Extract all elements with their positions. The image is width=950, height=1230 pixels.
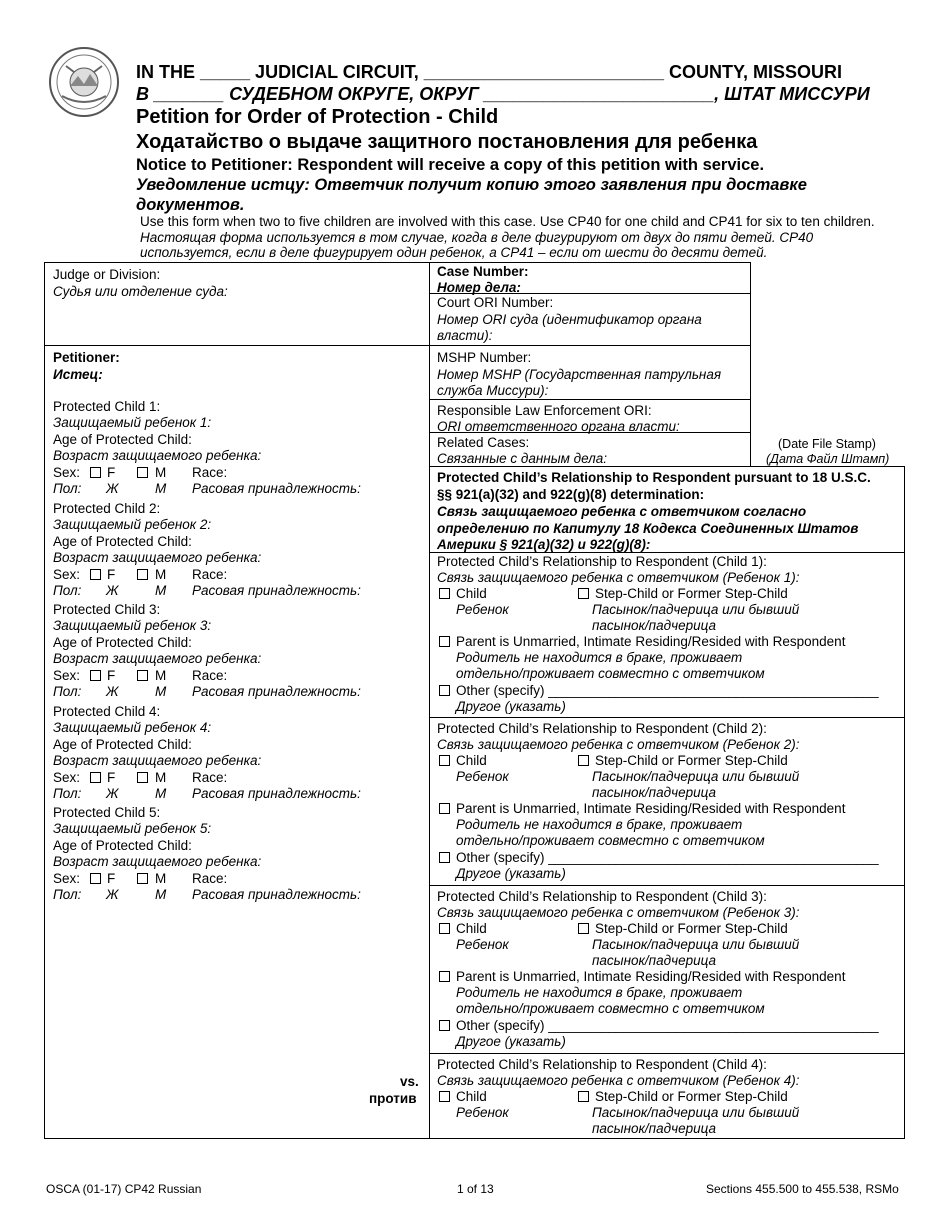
court-ori-label-ru-1: Номер ORI суда (идентификатор органа bbox=[437, 312, 702, 327]
case-number-label-en: Case Number: bbox=[437, 264, 529, 279]
sex-f-label-ru: Ж bbox=[106, 785, 119, 801]
option-stepchild-label-ru-1: Пасынок/падчерица или бывший bbox=[592, 602, 800, 617]
child-3-sex-f-checkbox[interactable] bbox=[90, 670, 101, 681]
race-label-ru: Расовая принадлежность: bbox=[192, 785, 361, 801]
option-parent-label-ru-2: отдельно/проживает совместно с ответчиком bbox=[456, 666, 765, 681]
child-1-sex-f-checkbox[interactable] bbox=[90, 467, 101, 478]
petitioner-label-en: Petitioner: bbox=[53, 350, 120, 365]
sex-m-label: M bbox=[155, 769, 167, 785]
option-parent-label-ru-1: Родитель не находится в браке, проживает bbox=[456, 985, 743, 1000]
relationship-child-2-heading-en: Protected Child’s Relationship to Respondent (Child 2): bbox=[437, 721, 767, 736]
table-border-left bbox=[44, 262, 45, 1139]
notice-en: Notice to Petitioner: Respondent will receive a copy of this petition with service. bbox=[136, 156, 765, 174]
sex-label-ru: Пол: bbox=[53, 887, 82, 902]
footer-statute: Sections 455.500 to 455.538, RSMo bbox=[706, 1182, 899, 1196]
child-2-relationship-other-checkbox[interactable] bbox=[439, 852, 450, 863]
judge-label-en: Judge or Division: bbox=[53, 267, 161, 282]
child-1-relationship-stepchild-checkbox[interactable] bbox=[578, 588, 589, 599]
table-divider-right-top bbox=[750, 262, 751, 466]
mshp-label-ru-1: Номер MSHP (Государственная патрульная bbox=[437, 367, 722, 382]
child-1-relationship-child-checkbox[interactable] bbox=[439, 588, 450, 599]
table-border-right bbox=[904, 466, 905, 1139]
sex-label-en: Sex: bbox=[53, 566, 81, 582]
age-label-ru: Возраст защищаемого ребенка: bbox=[53, 651, 262, 666]
sex-label-en: Sex: bbox=[53, 871, 81, 886]
date-file-stamp-ru: (Дата Файл Штамп) bbox=[766, 452, 890, 466]
race-label-ru: Расовая принадлежность: bbox=[192, 887, 361, 902]
protected-child-1-label-en: Protected Child 1: bbox=[53, 399, 161, 414]
option-stepchild-label-ru-1: Пасынок/падчерица или бывший bbox=[592, 769, 800, 784]
option-other-label-ru: Другое (указать) bbox=[456, 699, 566, 714]
sex-f-label: F bbox=[107, 465, 116, 480]
vs-label-en: vs. bbox=[400, 1074, 419, 1089]
sex-f-label: F bbox=[107, 769, 116, 785]
option-other-field-3[interactable]: Other (specify) ____________________________________________ bbox=[456, 1018, 879, 1033]
sex-f-label-ru: Ж bbox=[106, 481, 119, 496]
mshp-label-en: MSHP Number: bbox=[437, 350, 532, 365]
sex-m-label: M bbox=[155, 465, 167, 480]
relationship-heading-ru-2: определению по Капитулу 18 Кодекса Соединенных Штатов bbox=[437, 521, 859, 536]
child-1-relationship-other-checkbox[interactable] bbox=[439, 685, 450, 696]
child-3-relationship-stepchild-checkbox[interactable] bbox=[578, 923, 589, 934]
petitioner-label-ru: Истец: bbox=[53, 367, 103, 382]
court-line-ru: В _______ СУДЕБНОМ ОКРУГЕ, ОКРУГ _______________________, ШТАТ МИССУРИ bbox=[136, 84, 870, 104]
relationship-heading-en-2: §§ 921(a)(32) and 922(g)(8) determination: bbox=[437, 487, 705, 502]
related-cases-label-en: Related Cases: bbox=[437, 435, 530, 450]
race-label-en: Race: bbox=[192, 668, 228, 683]
relationship-child-4-heading-ru: Связь защищаемого ребенка с ответчиком (Ребенок 4): bbox=[437, 1073, 800, 1088]
race-label-en: Race: bbox=[192, 769, 228, 785]
sex-label-en: Sex: bbox=[53, 465, 81, 480]
missouri-seal-icon bbox=[48, 46, 120, 118]
sex-m-label: M bbox=[155, 871, 167, 886]
table-divider-middle bbox=[429, 262, 430, 1139]
option-stepchild-label-ru-1: Пасынок/падчерица или бывший bbox=[592, 1105, 800, 1120]
race-label-ru: Расовая принадлежность: bbox=[192, 684, 361, 699]
child-5-sex-f-checkbox[interactable] bbox=[90, 873, 101, 884]
relationship-heading-ru-1: Связь защищаемого ребенка с ответчиком согласно bbox=[437, 504, 807, 519]
protected-child-4-label-en: Protected Child 4: bbox=[53, 703, 161, 719]
option-parent-label-ru-1: Родитель не находится в браке, проживает bbox=[456, 817, 743, 832]
option-parent-label-en: Parent is Unmarried, Intimate Residing/Resided with Respondent bbox=[456, 969, 846, 984]
relationship-child-3-heading-ru: Связь защищаемого ребенка с ответчиком (Ребенок 3): bbox=[437, 905, 800, 920]
option-child-label-en: Child bbox=[456, 753, 487, 768]
use-note-en: Use this form when two to five children are involved with this case. Use CP40 for one child and CP41 for six to ten children. bbox=[140, 214, 875, 229]
child-4-relationship-child-checkbox[interactable] bbox=[439, 1091, 450, 1102]
table-border-bottom bbox=[44, 1138, 905, 1139]
sex-m-label-ru: М bbox=[155, 684, 167, 699]
child-3-relationship-parent-checkbox[interactable] bbox=[439, 971, 450, 982]
option-parent-label-ru-2: отдельно/проживает совместно с ответчиком bbox=[456, 833, 765, 848]
notice-ru: Уведомление истцу: Ответчик получит копию этого заявления при доставке документов. bbox=[136, 176, 807, 214]
option-child-label-ru: Ребенок bbox=[456, 769, 509, 784]
relationship-heading-ru-3: Америки § 921(a)(32) и 922(g)(8): bbox=[437, 537, 651, 552]
race-label-en: Race: bbox=[192, 566, 228, 582]
law-ori-label-ru: ORI ответственного органа власти: bbox=[437, 419, 680, 434]
option-child-label-en: Child bbox=[456, 921, 487, 936]
age-label-en: Age of Protected Child: bbox=[53, 432, 192, 447]
option-child-label-ru: Ребенок bbox=[456, 937, 509, 952]
option-child-label-en: Child bbox=[456, 1089, 487, 1104]
option-child-label-ru: Ребенок bbox=[456, 1105, 509, 1120]
case-number-label-ru: Номер дела: bbox=[437, 280, 521, 295]
sex-m-label: M bbox=[155, 668, 167, 683]
title-ru: Ходатайство о выдаче защитного постановления для ребенка bbox=[136, 131, 758, 153]
age-label-en: Age of Protected Child: bbox=[53, 635, 192, 650]
option-other-label-ru: Другое (указать) bbox=[456, 1034, 566, 1049]
race-label-en: Race: bbox=[192, 871, 228, 886]
option-other-field-2[interactable]: Other (specify) ____________________________________________ bbox=[456, 850, 879, 865]
race-label-ru: Расовая принадлежность: bbox=[192, 582, 361, 598]
protected-child-1-label-ru: Защищаемый ребенок 1: bbox=[53, 415, 212, 430]
child-2-relationship-parent-checkbox[interactable] bbox=[439, 803, 450, 814]
footer-form-id: OSCA (01-17) CP42 Russian bbox=[46, 1182, 202, 1196]
related-cases-label-ru: Связанные с данным дела: bbox=[437, 451, 608, 466]
option-stepchild-label-ru-2: пасынок/падчерица bbox=[592, 953, 716, 968]
relationship-heading-en-1: Protected Child’s Relationship to Respondent pursuant to 18 U.S.C. bbox=[437, 470, 871, 485]
age-label-en: Age of Protected Child: bbox=[53, 736, 192, 752]
child-3-sex-m-checkbox[interactable] bbox=[137, 670, 148, 681]
relationship-child-1-heading-ru: Связь защищаемого ребенка с ответчиком (Ребенок 1): bbox=[437, 570, 800, 585]
vs-label-ru: против bbox=[369, 1091, 417, 1106]
relationship-child-1-heading-en: Protected Child’s Relationship to Respondent (Child 1): bbox=[437, 554, 767, 569]
race-label-ru: Расовая принадлежность: bbox=[192, 481, 361, 496]
age-label-ru: Возраст защищаемого ребенка: bbox=[53, 854, 262, 869]
sex-m-label-ru: М bbox=[155, 582, 167, 598]
law-ori-label-en: Responsible Law Enforcement ORI: bbox=[437, 403, 652, 418]
age-label-en: Age of Protected Child: bbox=[53, 533, 192, 549]
child-2-sex-m-checkbox[interactable] bbox=[137, 569, 148, 580]
child-1-sex-m-checkbox[interactable] bbox=[137, 467, 148, 478]
age-label-ru: Возраст защищаемого ребенка: bbox=[53, 549, 262, 565]
child-4-sex-m-checkbox[interactable] bbox=[137, 772, 148, 783]
sex-label-ru: Пол: bbox=[53, 684, 82, 699]
option-stepchild-label-ru-1: Пасынок/падчерица или бывший bbox=[592, 937, 800, 952]
sex-label-ru: Пол: bbox=[53, 481, 82, 496]
sex-m-label: M bbox=[155, 566, 167, 582]
option-stepchild-label-ru-2: пасынок/падчерица bbox=[592, 785, 716, 800]
footer-page-number: 1 of 13 bbox=[457, 1182, 494, 1196]
row-line-child4 bbox=[429, 1053, 905, 1054]
date-file-stamp-en: (Date File Stamp) bbox=[778, 437, 876, 451]
title-en: Petition for Order of Protection - Child bbox=[136, 106, 499, 128]
option-other-field-1[interactable]: Other (specify) ____________________________________________ bbox=[456, 683, 879, 698]
protected-child-2-label-ru: Защищаемый ребенок 2: bbox=[53, 516, 212, 532]
child-2-relationship-child-checkbox[interactable] bbox=[439, 755, 450, 766]
protected-child-4-label-ru: Защищаемый ребенок 4: bbox=[53, 719, 212, 735]
child-4-relationship-stepchild-checkbox[interactable] bbox=[578, 1091, 589, 1102]
sex-m-label-ru: М bbox=[155, 785, 167, 801]
age-label-ru: Возраст защищаемого ребенка: bbox=[53, 448, 262, 463]
table-border-top bbox=[44, 262, 750, 263]
sex-m-label-ru: М bbox=[155, 481, 167, 496]
child-3-relationship-child-checkbox[interactable] bbox=[439, 923, 450, 934]
child-5-sex-m-checkbox[interactable] bbox=[137, 873, 148, 884]
protected-child-5-label-ru: Защищаемый ребенок 5: bbox=[53, 821, 212, 836]
child-1-relationship-parent-checkbox[interactable] bbox=[439, 636, 450, 647]
sex-f-label-ru: Ж bbox=[106, 887, 119, 902]
option-stepchild-label-en: Step-Child or Former Step-Child bbox=[595, 586, 788, 601]
relationship-child-2-heading-ru: Связь защищаемого ребенка с ответчиком (Ребенок 2): bbox=[437, 737, 800, 752]
sex-f-label: F bbox=[107, 871, 116, 886]
age-label-ru: Возраст защищаемого ребенка: bbox=[53, 752, 262, 768]
child-2-relationship-stepchild-checkbox[interactable] bbox=[578, 755, 589, 766]
sex-f-label: F bbox=[107, 566, 116, 582]
use-note-ru-1: Настоящая форма используется в том случае, когда в деле фигурируют от двух до пяти детей. CP40 bbox=[140, 230, 814, 245]
option-stepchild-label-ru-2: пасынок/падчерица bbox=[592, 618, 716, 633]
row-line-child3 bbox=[429, 885, 905, 886]
sex-f-label: F bbox=[107, 668, 116, 683]
protected-child-2-label-en: Protected Child 2: bbox=[53, 500, 161, 516]
sex-f-label-ru: Ж bbox=[106, 684, 119, 699]
sex-label-en: Sex: bbox=[53, 668, 81, 683]
relationship-child-3-heading-en: Protected Child’s Relationship to Respondent (Child 3): bbox=[437, 889, 767, 904]
option-stepchild-label-en: Step-Child or Former Step-Child bbox=[595, 753, 788, 768]
age-label-en: Age of Protected Child: bbox=[53, 838, 192, 853]
protected-child-5-label-en: Protected Child 5: bbox=[53, 805, 161, 820]
race-label-en: Race: bbox=[192, 465, 228, 480]
option-stepchild-label-ru-2: пасынок/падчерица bbox=[592, 1121, 716, 1136]
mshp-label-ru-2: служба Миссури): bbox=[437, 383, 549, 398]
relationship-child-4-heading-en: Protected Child’s Relationship to Respondent (Child 4): bbox=[437, 1057, 767, 1072]
option-parent-label-en: Parent is Unmarried, Intimate Residing/Resided with Respondent bbox=[456, 634, 846, 649]
child-2-sex-f-checkbox[interactable] bbox=[90, 569, 101, 580]
child-3-relationship-other-checkbox[interactable] bbox=[439, 1020, 450, 1031]
protected-child-3-label-ru: Защищаемый ребенок 3: bbox=[53, 618, 212, 633]
judge-label-ru: Судья или отделение суда: bbox=[53, 284, 228, 299]
court-ori-label-en: Court ORI Number: bbox=[437, 295, 554, 310]
sex-label-ru: Пол: bbox=[53, 785, 82, 801]
option-stepchild-label-en: Step-Child or Former Step-Child bbox=[595, 1089, 788, 1104]
option-parent-label-en: Parent is Unmarried, Intimate Residing/Resided with Respondent bbox=[456, 801, 846, 816]
option-child-label-en: Child bbox=[456, 586, 487, 601]
child-4-sex-f-checkbox[interactable] bbox=[90, 772, 101, 783]
option-other-label-ru: Другое (указать) bbox=[456, 866, 566, 881]
option-parent-label-ru-2: отдельно/проживает совместно с ответчиком bbox=[456, 1001, 765, 1016]
use-note-ru-2: используется, если в деле фигурирует один ребенок, а CP41 – если от шести до десяти детей. bbox=[140, 245, 768, 260]
option-child-label-ru: Ребенок bbox=[456, 602, 509, 617]
sex-m-label-ru: М bbox=[155, 887, 167, 902]
row-line-child2 bbox=[429, 717, 905, 718]
sex-label-ru: Пол: bbox=[53, 582, 82, 598]
court-ori-label-ru-2: власти): bbox=[437, 328, 493, 343]
court-line-en: IN THE _____ JUDICIAL CIRCUIT, ________________________ COUNTY, MISSOURI bbox=[136, 62, 843, 82]
row-line-petitioner bbox=[44, 345, 750, 346]
sex-f-label-ru: Ж bbox=[106, 582, 119, 598]
row-line-mshp bbox=[429, 399, 750, 400]
protected-child-3-label-en: Protected Child 3: bbox=[53, 602, 161, 617]
option-stepchild-label-en: Step-Child or Former Step-Child bbox=[595, 921, 788, 936]
sex-label-en: Sex: bbox=[53, 769, 81, 785]
option-parent-label-ru-1: Родитель не находится в браке, проживает bbox=[456, 650, 743, 665]
